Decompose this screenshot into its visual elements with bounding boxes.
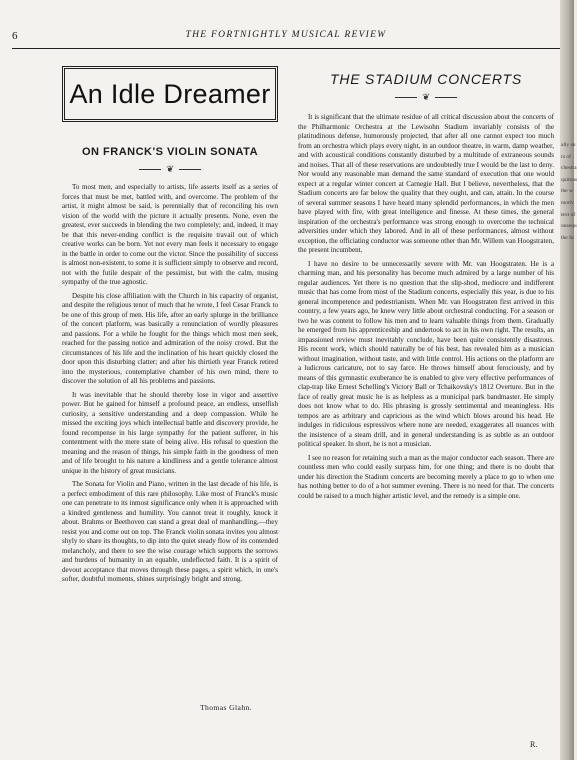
author-signature: Thomas Glahn. (200, 703, 253, 712)
fleuron-icon: ❦ (166, 164, 174, 174)
header-rule (12, 48, 560, 49)
right-ornament (298, 92, 554, 103)
right-paragraph-3: I see no reason for retaining such a man as the major conductor each season. There are countless men who could easily surpass him, for one thing; and there is no doubt that under his direction the Stadium concerts are becoming merely a place to go to when one has nothing better to do of a hot summer evening. There is no need for that. The concerts could be raised to a much higher artistic level, and the remedy is a simple one. (298, 453, 554, 500)
article-title: An Idle Dreamer (69, 78, 271, 109)
left-paragraph-4: The Sonata for Violin and Piano, written in the last decade of his life, is a perfect embodiment of this rare philosophy. Like most of Franck's music one can penetrate to its inmost significance only when it is approached with a kindred gentleness and humility. You cannot treat it roughly, knock it about. Brahms or Beethoven can stand a great deal of manhandling,—they resist you and come out on top. The Franck violin sonata invites you almost shyly to share its thoughts, to dip into the quiet steady flow of its contended melancholy, and there to see the wise courage which supports the sorrows and burdens of humanity in an equable, undeflected faith. It is a spirit of devout acceptance that moves through these pages, a spirit which, in one's softer, doubtful moments, shines surprisingly bright and strong. (62, 480, 278, 583)
adjacent-page-text: ally su rs of chestra quitous the w motiv text of onsequ the fo (561, 142, 577, 241)
running-title: THE FORTNIGHTLY MUSICAL REVIEW (185, 30, 387, 40)
article-title-box (62, 66, 278, 122)
left-paragraph-1: To most men, and especially to artists, life asserts itself as a series of forces that must be met, battled with, and overcome. The problem of the artist, it might almost be said, is perennially that of reconciling his own vision of the world with the picture it actually presents. None, even the greatest, ever succeeds in blending the two completely; and, indeed, it may be that this never-ending conflict is the requisite travail out of which creative works can be born. Yet not every man feels it necessary to engage in the battle in order to come out the victor. Since the possibility of success is almost non-existent, to some it is sufficient simply to observe and record, not with the futile despair of the pessimist, but with the calm, musing sympathy of the true agnostic. (62, 183, 278, 286)
stadium-article-title: THE STADIUM CONCERTS (329, 71, 523, 87)
article-subtitle: ON FRANCK'S VIOLIN SONATA (81, 146, 259, 158)
left-paragraph-3: It was inevitable that he should thereby lose in vigor and assertive power. But he gained for himself a profound peace, an endless, unselfish curiosity, a sensitive understanding and a deep compassion. While he missed the exciting joys which intellectual battle and discovery provide, he found recompense in his large sympathy for the patient sufferer, in his contentment with the mere state of being alive. His refusal to question the meaning and the reason of things, his simple faith in the goodness of men and of life brought to his nature a kindliness and a gentle tolerance almost unique in the history of great musicians. (62, 390, 278, 475)
page-header (12, 30, 560, 44)
author-initial: R. (530, 740, 538, 749)
left-paragraph-2: Despite his close affiliation with the Church in his capacity of organist, and despite the religious tenor of much that he wrote, I feel Cesar Franck to be one of this group of men. His life, after an early splurge in the brilliance of the concert platform, was basically a renunciation of wordly pleasures and passions. For a while he fought for the things which most men seek, reached for the passing notice and admiration of the noisy crowd. But the circumstances of his life and the inclination of his heart quickly closed the door upon this disturbing clatter; and after his thirtieth year Franck retired into the mysterious, contemplative chamber of his own mind, there to discover the solution of all his problems and passions. (62, 291, 278, 385)
page-number: 6 (12, 30, 18, 42)
right-paragraph-1: It is significant that the ultimate residue of all critical discussion about the concerts of the Philharmonic Orchestra at the Lewisohn Stadium invariably consists of the platitudinous defense, humorously projected, that after all one cannot expect too much from an orchestra which plays every night, in an outdoor theatre, in warm, damp weather, and with acoustical conditions constantly disturbed by a multitude of extraneous sounds and noises. That all of these reservations are undoubtedly true I would be the last to deny. Nor would any reasonable man demand the same standard of execution that one would expect at a regular winter concert at Carnegie Hall. But I believe, nevertheless, that the Stadium concerts are far below the quality that they ought, and can, attain. In the course of several summer seasons I have heard many splendid performances, in which the men have played with fire, with great intelligence and finesse. At these times, the general inspiration of the orchestra's performance was strong enough to overcome the technical adversities under which they labored. And in all of these performances, almost without exception, the officiating conductor was someone other than Mr. Willem van Hoogstraten, the present incumbent. (298, 113, 554, 254)
left-ornament (62, 164, 278, 175)
adjacent-page-edge (560, 0, 577, 760)
fleuron-icon: ❦ (422, 92, 430, 102)
right-paragraph-2: I have no desire to be unnecessarily severe with Mr. van Hoogstraten. He is a charming man, and his personality has become much admired by a large number of his regular audiences. Yet there is no question that the slip-shod, mediocre and indifferent music that has come from most of the Stadium concerts, especially this year, is due to his general incompetence and pedestrianism. When Mr. van Hoogstraten first arrived in this country, a few years ago, he knew very little about orchestral conducting. For a season or two he was content to follow his men and to learn valuable things from them. Gradually he emerged from his apprenticeship and undertook to act in his own right. The results, an impassioned review must inevitably conclude, have been quite consistently disastrous. His recent work, which should naturally be of his best, has revealed him as a musician without imagination, without taste, and with little control. His actions on the platform are a ludicrous caricature, not to say farce. He throws himself about ferociously, and by means of this gymnastic exuberance he is enabled to give very effective performances of clap-trap like Ernest Schelling's Victory Ball or Tchaikovsky's 1812 Overture. But in the face of really great music he is as helpless as a municipal park bandmaster. He simply does not know what to do. His phrasing is grossly sentimental and meaningless. His tempos are as arbitrary and capricious as the wind which blows around his head. He indulges in ridiculous espressivos where none are needed, exaggerates all nuances with the insistence of a steam drill, and in general understanding is as subtle as an outdoor political speaker. In short, he is not a musician. (298, 259, 554, 448)
left-article-body (62, 183, 278, 589)
right-article-body (298, 113, 554, 505)
